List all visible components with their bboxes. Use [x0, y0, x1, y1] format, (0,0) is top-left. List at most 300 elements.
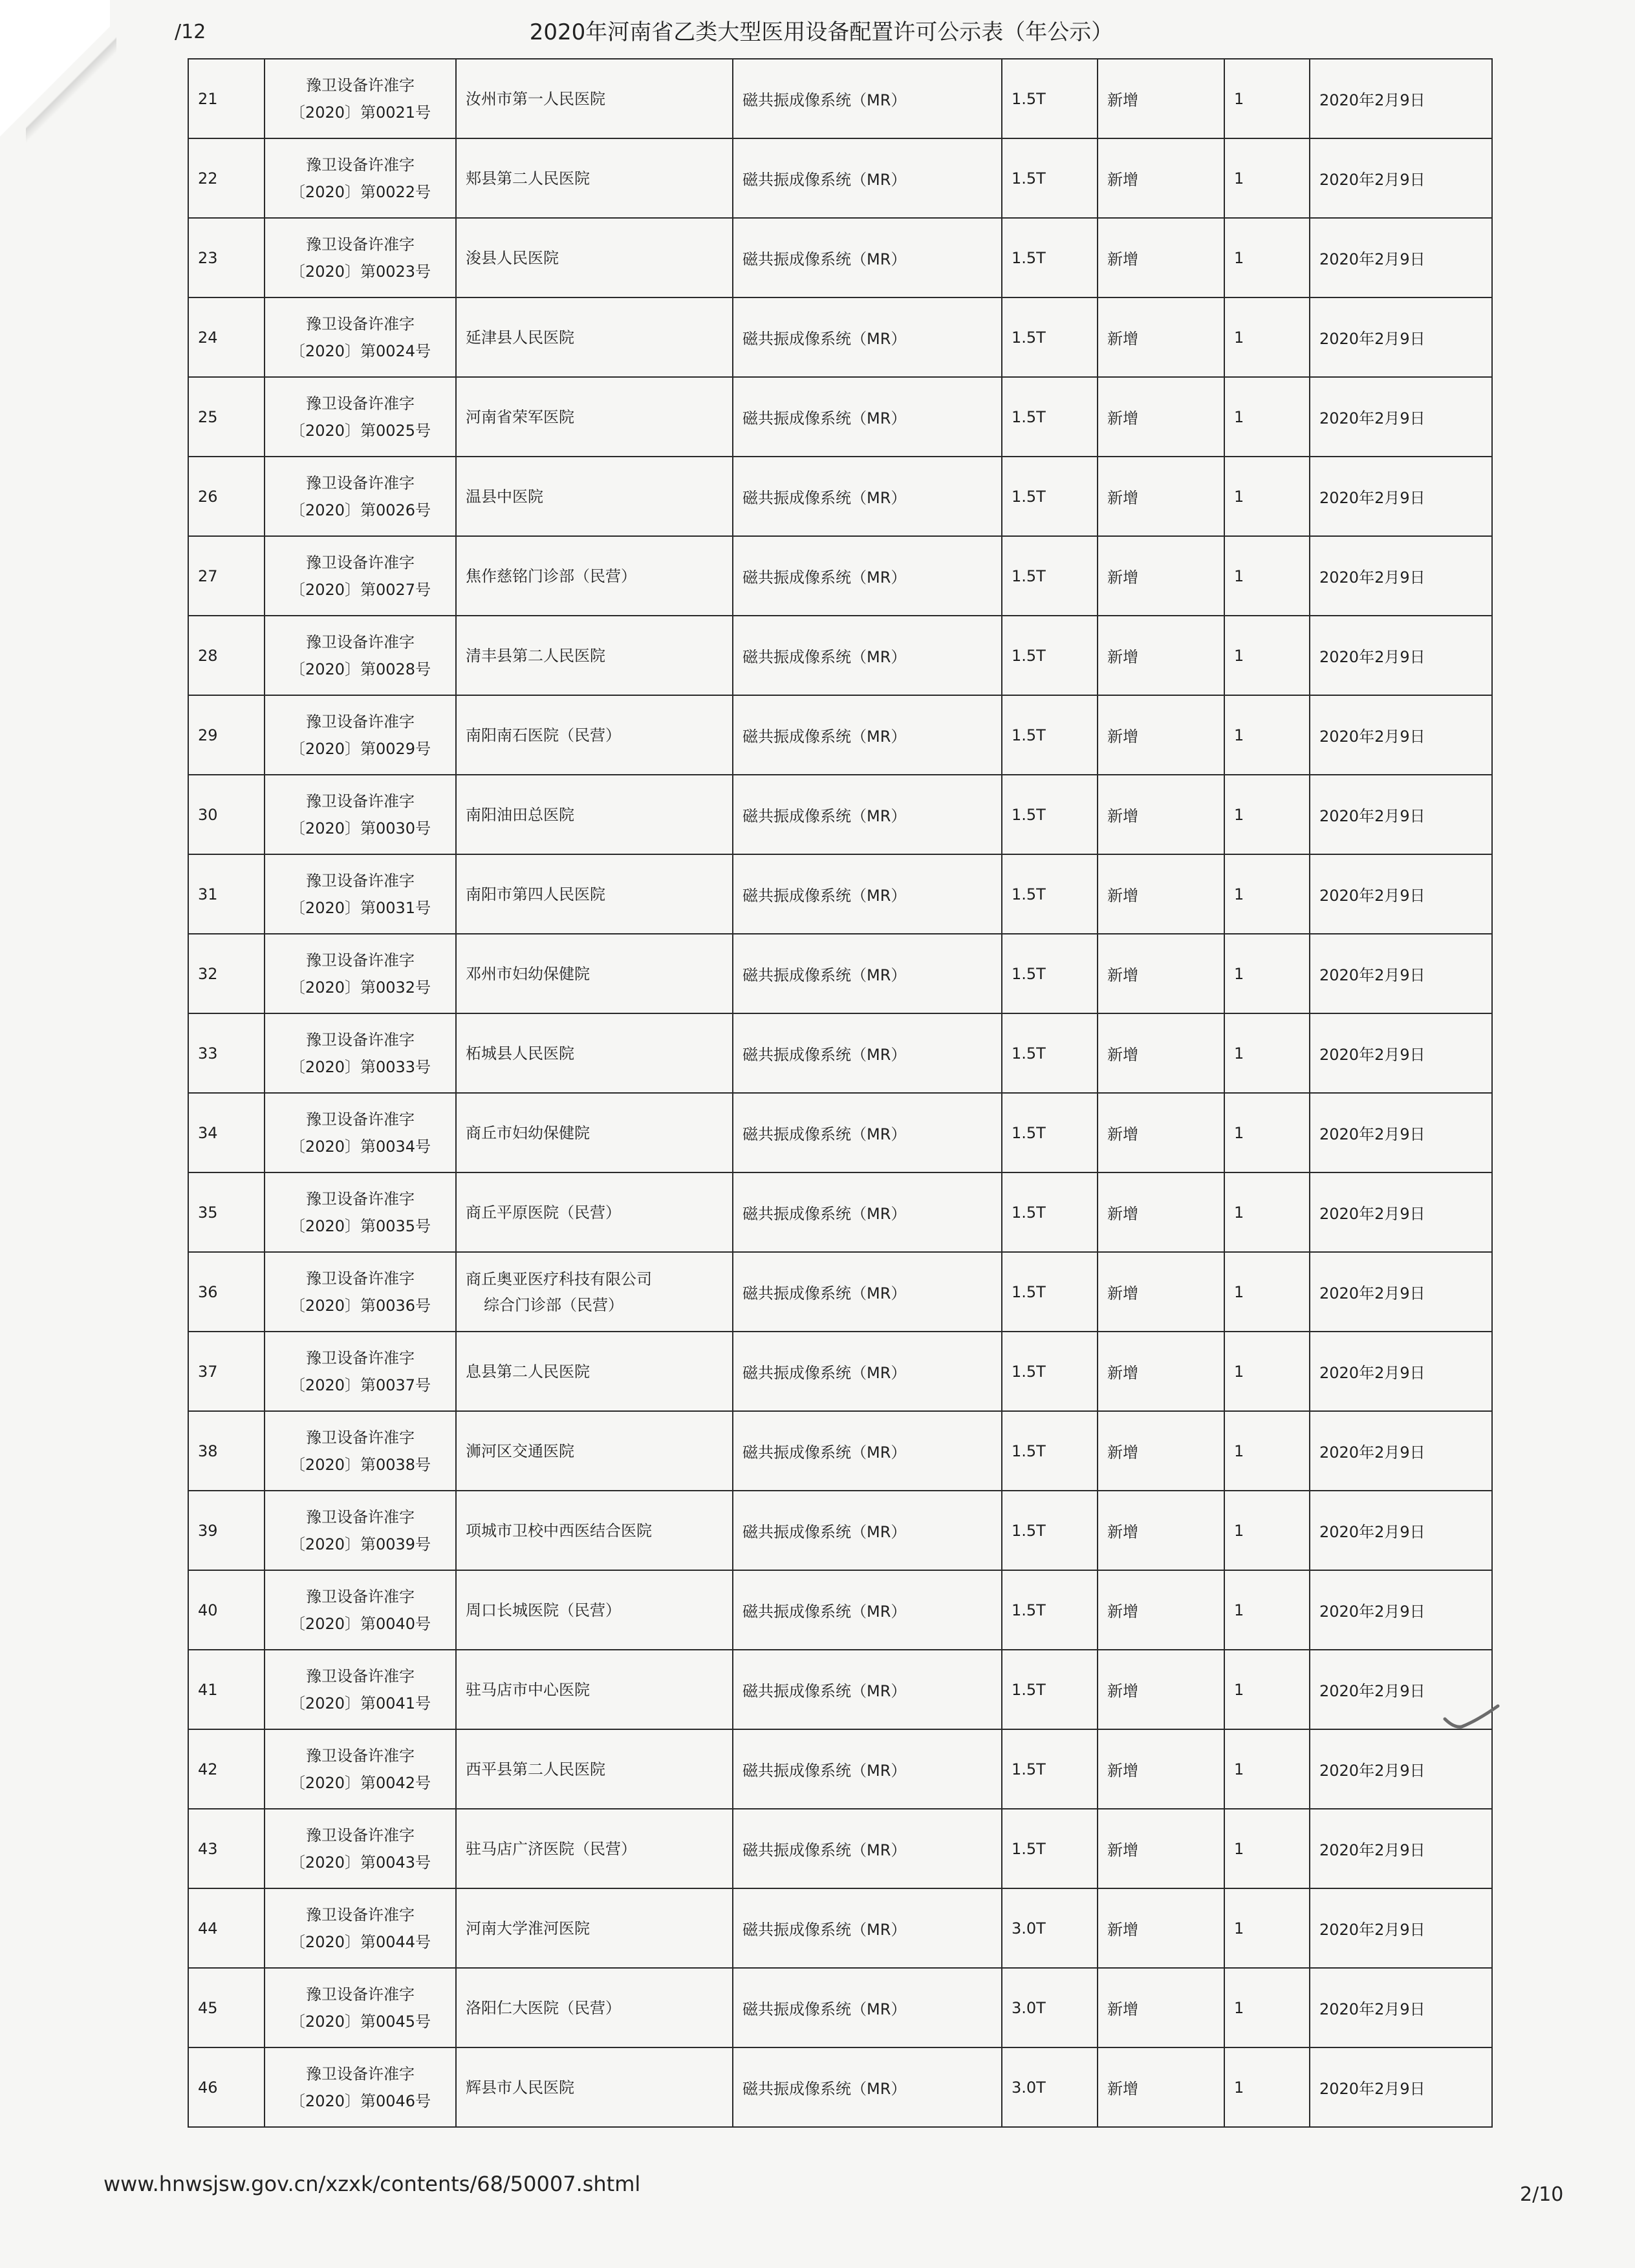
- configuration-type: 新增: [1098, 297, 1224, 377]
- institution-name: [456, 1093, 733, 1172]
- equipment-spec: 1.5T: [1002, 1172, 1098, 1252]
- table-row: [188, 218, 1492, 297]
- institution-name-line: 南阳油田总医院: [466, 805, 574, 824]
- equipment-name: 磁共振成像系统（MR）: [733, 1570, 1002, 1650]
- equipment-spec: 1.5T: [1002, 1729, 1098, 1809]
- table-row: [188, 1888, 1492, 1968]
- license-prefix: 豫卫设备许准字: [306, 951, 415, 969]
- equipment-name: 磁共振成像系统（MR）: [733, 377, 1002, 457]
- equipment-spec: 1.5T: [1002, 1650, 1098, 1729]
- fold-shadow: [26, 13, 116, 155]
- equipment-name: 磁共振成像系统（MR）: [733, 1332, 1002, 1411]
- equipment-name: 磁共振成像系统（MR）: [733, 59, 1002, 138]
- table-row: [188, 457, 1492, 536]
- license-prefix: 豫卫设备许准字: [306, 871, 415, 890]
- institution-name-line: 辉县市人民医院: [466, 2078, 574, 2097]
- approval-date: 2020年2月9日: [1310, 1968, 1492, 2047]
- institution-name-line: 延津县人民医院: [466, 328, 574, 347]
- institution-name: [456, 1013, 733, 1093]
- license-number: [265, 1491, 456, 1570]
- quantity: 1: [1224, 2047, 1310, 2127]
- license-number: [265, 297, 456, 377]
- row-number: 37: [188, 1332, 265, 1411]
- license-code: 〔2020〕第0046号: [289, 2091, 431, 2110]
- license-prefix: 豫卫设备许准字: [306, 314, 415, 333]
- row-number: 25: [188, 377, 265, 457]
- equipment-spec: 1.5T: [1002, 934, 1098, 1013]
- institution-name-line: 汝州市第一人民医院: [466, 89, 605, 108]
- equipment-name: 磁共振成像系统（MR）: [733, 1013, 1002, 1093]
- quantity: 1: [1224, 1809, 1310, 1888]
- configuration-type: 新增: [1098, 1729, 1224, 1809]
- configuration-type: 新增: [1098, 616, 1224, 695]
- table-row: [188, 377, 1492, 457]
- license-prefix: 豫卫设备许准字: [306, 394, 415, 413]
- institution-name: [456, 377, 733, 457]
- license-code: 〔2020〕第0039号: [289, 1535, 431, 1553]
- license-number: [265, 138, 456, 218]
- license-code: 〔2020〕第0021号: [289, 103, 431, 122]
- license-code: 〔2020〕第0035号: [289, 1216, 431, 1235]
- equipment-spec: 1.5T: [1002, 1809, 1098, 1888]
- license-number: [265, 1172, 456, 1252]
- institution-name: [456, 1968, 733, 2047]
- license-number: [265, 775, 456, 854]
- table-row: [188, 1968, 1492, 2047]
- approval-date: 2020年2月9日: [1310, 59, 1492, 138]
- row-number: 40: [188, 1570, 265, 1650]
- equipment-name: 磁共振成像系统（MR）: [733, 1888, 1002, 1968]
- row-number: 33: [188, 1013, 265, 1093]
- institution-name: [456, 854, 733, 934]
- license-number: [265, 218, 456, 297]
- configuration-type: 新增: [1098, 1570, 1224, 1650]
- approval-date: 2020年2月9日: [1310, 1332, 1492, 1411]
- institution-name: [456, 138, 733, 218]
- license-number: [265, 854, 456, 934]
- institution-name-line: 息县第二人民医院: [466, 1362, 590, 1381]
- license-number: [265, 59, 456, 138]
- institution-name: [456, 59, 733, 138]
- equipment-name: 磁共振成像系统（MR）: [733, 457, 1002, 536]
- configuration-type: 新增: [1098, 536, 1224, 616]
- approval-date: 2020年2月9日: [1310, 1729, 1492, 1809]
- row-number: 28: [188, 616, 265, 695]
- institution-name: [456, 934, 733, 1013]
- approval-date: 2020年2月9日: [1310, 695, 1492, 775]
- equipment-name: 磁共振成像系统（MR）: [733, 1809, 1002, 1888]
- license-prefix: 豫卫设备许准字: [306, 1905, 415, 1924]
- institution-name: [456, 1172, 733, 1252]
- license-code: 〔2020〕第0031号: [289, 898, 431, 917]
- equipment-spec: 1.5T: [1002, 59, 1098, 138]
- license-table: [188, 58, 1493, 2128]
- configuration-type: 新增: [1098, 1491, 1224, 1570]
- license-prefix: 豫卫设备许准字: [306, 1189, 415, 1208]
- equipment-spec: 1.5T: [1002, 1093, 1098, 1172]
- equipment-name: 磁共振成像系统（MR）: [733, 616, 1002, 695]
- approval-date: 2020年2月9日: [1310, 1809, 1492, 1888]
- institution-name: [456, 1332, 733, 1411]
- row-number: 24: [188, 297, 265, 377]
- institution-name-line: 柘城县人民医院: [466, 1044, 574, 1063]
- license-number: [265, 1809, 456, 1888]
- institution-name: [456, 1252, 733, 1332]
- quantity: 1: [1224, 934, 1310, 1013]
- table-row: [188, 1570, 1492, 1650]
- equipment-name: 磁共振成像系统（MR）: [733, 1968, 1002, 2047]
- configuration-type: 新增: [1098, 457, 1224, 536]
- equipment-name: 磁共振成像系统（MR）: [733, 297, 1002, 377]
- quantity: 1: [1224, 1172, 1310, 1252]
- page-title: 2020年河南省乙类大型医用设备配置许可公示表（年公示）: [529, 19, 1114, 45]
- license-number: [265, 934, 456, 1013]
- license-number: [265, 1411, 456, 1491]
- institution-name-line: 项城市卫校中西医结合医院: [466, 1521, 652, 1540]
- table-row: [188, 1491, 1492, 1570]
- table-row: [188, 1729, 1492, 1809]
- table-row: [188, 1411, 1492, 1491]
- license-code: 〔2020〕第0044号: [289, 1932, 431, 1951]
- license-prefix: 豫卫设备许准字: [306, 1985, 415, 2003]
- equipment-name: 磁共振成像系统（MR）: [733, 1729, 1002, 1809]
- row-number: 43: [188, 1809, 265, 1888]
- equipment-spec: 1.5T: [1002, 1491, 1098, 1570]
- license-code: 〔2020〕第0022号: [289, 182, 431, 201]
- license-prefix: 豫卫设备许准字: [306, 1030, 415, 1049]
- license-code: 〔2020〕第0036号: [289, 1296, 431, 1315]
- license-prefix: 豫卫设备许准字: [306, 1667, 415, 1685]
- approval-date: 2020年2月9日: [1310, 616, 1492, 695]
- license-prefix: 豫卫设备许准字: [306, 792, 415, 810]
- license-code: 〔2020〕第0032号: [289, 978, 431, 997]
- row-number: 30: [188, 775, 265, 854]
- page-header: [175, 14, 1468, 50]
- institution-name: [456, 2047, 733, 2127]
- table-row: [188, 1650, 1492, 1729]
- license-code: 〔2020〕第0029号: [289, 739, 431, 758]
- equipment-spec: 3.0T: [1002, 2047, 1098, 2127]
- table-row: [188, 934, 1492, 1013]
- row-number: 44: [188, 1888, 265, 1968]
- equipment-spec: 1.5T: [1002, 1252, 1098, 1332]
- license-prefix: 豫卫设备许准字: [306, 1746, 415, 1765]
- license-number: [265, 1570, 456, 1650]
- table-row: [188, 297, 1492, 377]
- table-row: [188, 1332, 1492, 1411]
- institution-name-line: 郏县第二人民医院: [466, 169, 590, 188]
- license-prefix: 豫卫设备许准字: [306, 1507, 415, 1526]
- license-code: 〔2020〕第0045号: [289, 2012, 431, 2031]
- institution-name-line: 综合门诊部（民营）: [484, 1295, 623, 1314]
- approval-date: 2020年2月9日: [1310, 1172, 1492, 1252]
- approval-date: 2020年2月9日: [1310, 457, 1492, 536]
- table-row: [188, 1013, 1492, 1093]
- institution-name: [456, 775, 733, 854]
- approval-date: 2020年2月9日: [1310, 377, 1492, 457]
- quantity: 1: [1224, 1968, 1310, 2047]
- license-prefix: 豫卫设备许准字: [306, 235, 415, 254]
- quantity: 1: [1224, 775, 1310, 854]
- institution-name: [456, 1491, 733, 1570]
- license-number: [265, 457, 456, 536]
- configuration-type: 新增: [1098, 1968, 1224, 2047]
- table-row: [188, 1172, 1492, 1252]
- table-row: [188, 616, 1492, 695]
- configuration-type: 新增: [1098, 934, 1224, 1013]
- institution-name: [456, 616, 733, 695]
- approval-date: 2020年2月9日: [1310, 1650, 1492, 1729]
- configuration-type: 新增: [1098, 1888, 1224, 1968]
- license-code: 〔2020〕第0033号: [289, 1057, 431, 1076]
- license-number: [265, 1093, 456, 1172]
- configuration-type: 新增: [1098, 1809, 1224, 1888]
- equipment-spec: 3.0T: [1002, 1888, 1098, 1968]
- row-number: 41: [188, 1650, 265, 1729]
- configuration-type: 新增: [1098, 1411, 1224, 1491]
- license-code: 〔2020〕第0030号: [289, 819, 431, 837]
- license-code: 〔2020〕第0026号: [289, 501, 431, 519]
- row-number: 27: [188, 536, 265, 616]
- institution-name: [456, 457, 733, 536]
- configuration-type: 新增: [1098, 1093, 1224, 1172]
- institution-name: [456, 218, 733, 297]
- institution-name-line: 西平县第二人民医院: [466, 1760, 605, 1778]
- equipment-name: 磁共振成像系统（MR）: [733, 1172, 1002, 1252]
- row-number: 26: [188, 457, 265, 536]
- institution-name: [456, 695, 733, 775]
- approval-date: 2020年2月9日: [1310, 218, 1492, 297]
- equipment-spec: 1.5T: [1002, 854, 1098, 934]
- equipment-name: 磁共振成像系统（MR）: [733, 1491, 1002, 1570]
- institution-name-line: 温县中医院: [466, 487, 543, 506]
- equipment-spec: 1.5T: [1002, 297, 1098, 377]
- institution-name-line: 河南省荣军医院: [466, 407, 574, 426]
- row-number: 29: [188, 695, 265, 775]
- license-number: [265, 536, 456, 616]
- configuration-type: 新增: [1098, 1172, 1224, 1252]
- approval-date: 2020年2月9日: [1310, 1491, 1492, 1570]
- institution-name: [456, 1888, 733, 1968]
- institution-name-line: 焦作慈铭门诊部（民营）: [466, 567, 636, 585]
- license-prefix: 豫卫设备许准字: [306, 76, 415, 94]
- approval-date: 2020年2月9日: [1310, 1411, 1492, 1491]
- row-number: 22: [188, 138, 265, 218]
- equipment-spec: 1.5T: [1002, 1013, 1098, 1093]
- license-code: 〔2020〕第0037号: [289, 1376, 431, 1394]
- quantity: 1: [1224, 1013, 1310, 1093]
- equipment-name: 磁共振成像系统（MR）: [733, 695, 1002, 775]
- institution-name-line: 商丘平原医院（民营）: [466, 1203, 621, 1222]
- approval-date: 2020年2月9日: [1310, 934, 1492, 1013]
- equipment-spec: 1.5T: [1002, 1332, 1098, 1411]
- institution-name-line: 南阳市第四人民医院: [466, 885, 605, 903]
- equipment-name: 磁共振成像系统（MR）: [733, 138, 1002, 218]
- configuration-type: 新增: [1098, 59, 1224, 138]
- configuration-type: 新增: [1098, 1332, 1224, 1411]
- equipment-spec: 1.5T: [1002, 457, 1098, 536]
- approval-date: 2020年2月9日: [1310, 1888, 1492, 1968]
- equipment-spec: 1.5T: [1002, 695, 1098, 775]
- institution-name-line: 南阳南石医院（民营）: [466, 726, 621, 744]
- row-number: 31: [188, 854, 265, 934]
- quantity: 1: [1224, 297, 1310, 377]
- institution-name: [456, 1570, 733, 1650]
- equipment-spec: 3.0T: [1002, 1968, 1098, 2047]
- license-code: 〔2020〕第0041号: [289, 1694, 431, 1712]
- configuration-type: 新增: [1098, 377, 1224, 457]
- approval-date: 2020年2月9日: [1310, 536, 1492, 616]
- license-prefix: 豫卫设备许准字: [306, 1826, 415, 1844]
- institution-name: [456, 1650, 733, 1729]
- license-code: 〔2020〕第0043号: [289, 1853, 431, 1872]
- license-code: 〔2020〕第0040号: [289, 1614, 431, 1633]
- configuration-type: 新增: [1098, 1252, 1224, 1332]
- license-number: [265, 1888, 456, 1968]
- table-row: [188, 695, 1492, 775]
- table-row: [188, 775, 1492, 854]
- license-number: [265, 1332, 456, 1411]
- equipment-name: 磁共振成像系统（MR）: [733, 934, 1002, 1013]
- license-number: [265, 377, 456, 457]
- license-number: [265, 1252, 456, 1332]
- institution-name-line: 洛阳仁大医院（民营）: [466, 1998, 621, 2017]
- quantity: 1: [1224, 695, 1310, 775]
- row-number: 42: [188, 1729, 265, 1809]
- quantity: 1: [1224, 1332, 1310, 1411]
- equipment-name: 磁共振成像系统（MR）: [733, 854, 1002, 934]
- license-prefix: 豫卫设备许准字: [306, 155, 415, 174]
- quantity: 1: [1224, 1888, 1310, 1968]
- quantity: 1: [1224, 1729, 1310, 1809]
- license-prefix: 豫卫设备许准字: [306, 1269, 415, 1288]
- equipment-spec: 1.5T: [1002, 1411, 1098, 1491]
- configuration-type: 新增: [1098, 854, 1224, 934]
- license-number: [265, 1968, 456, 2047]
- license-prefix: 豫卫设备许准字: [306, 473, 415, 492]
- institution-name-line: 河南大学淮河医院: [466, 1919, 590, 1938]
- print-date-fragment: /12: [175, 21, 206, 43]
- table-row: [188, 138, 1492, 218]
- institution-name-line: 邓州市妇幼保健院: [466, 964, 590, 983]
- equipment-spec: 1.5T: [1002, 616, 1098, 695]
- institution-name: [456, 1809, 733, 1888]
- row-number: 32: [188, 934, 265, 1013]
- configuration-type: 新增: [1098, 775, 1224, 854]
- approval-date: 2020年2月9日: [1310, 1570, 1492, 1650]
- license-code: 〔2020〕第0042号: [289, 1773, 431, 1792]
- license-code: 〔2020〕第0028号: [289, 660, 431, 678]
- institution-name: [456, 1411, 733, 1491]
- table-row: [188, 1252, 1492, 1332]
- license-prefix: 豫卫设备许准字: [306, 632, 415, 651]
- page-number: 2/10: [1520, 2183, 1564, 2206]
- license-number: [265, 695, 456, 775]
- equipment-spec: 1.5T: [1002, 536, 1098, 616]
- license-code: 〔2020〕第0034号: [289, 1137, 431, 1156]
- approval-date: 2020年2月9日: [1310, 2047, 1492, 2127]
- approval-date: 2020年2月9日: [1310, 138, 1492, 218]
- institution-name-line: 商丘奥亚医疗科技有限公司: [466, 1269, 652, 1288]
- license-prefix: 豫卫设备许准字: [306, 553, 415, 572]
- quantity: 1: [1224, 1411, 1310, 1491]
- row-number: 35: [188, 1172, 265, 1252]
- equipment-name: 磁共振成像系统（MR）: [733, 218, 1002, 297]
- license-code: 〔2020〕第0024号: [289, 341, 431, 360]
- institution-name: [456, 1729, 733, 1809]
- institution-name-line: 商丘市妇幼保健院: [466, 1123, 590, 1142]
- equipment-spec: 1.5T: [1002, 377, 1098, 457]
- license-number: [265, 1013, 456, 1093]
- equipment-name: 磁共振成像系统（MR）: [733, 1650, 1002, 1729]
- quantity: 1: [1224, 218, 1310, 297]
- license-number: [265, 2047, 456, 2127]
- license-code: 〔2020〕第0023号: [289, 262, 431, 281]
- institution-name-line: 浉河区交通医院: [466, 1442, 574, 1460]
- configuration-type: 新增: [1098, 695, 1224, 775]
- institution-name-line: 清丰县第二人民医院: [466, 646, 605, 665]
- configuration-type: 新增: [1098, 1650, 1224, 1729]
- equipment-spec: 1.5T: [1002, 775, 1098, 854]
- configuration-type: 新增: [1098, 1013, 1224, 1093]
- quantity: 1: [1224, 1491, 1310, 1570]
- table-row: [188, 1809, 1492, 1888]
- row-number: 39: [188, 1491, 265, 1570]
- institution-name-line: 周口长城医院（民营）: [466, 1601, 621, 1619]
- approval-date: 2020年2月9日: [1310, 1093, 1492, 1172]
- institution-name-line: 驻马店广济医院（民营）: [466, 1839, 636, 1858]
- quantity: 1: [1224, 536, 1310, 616]
- row-number: 36: [188, 1252, 265, 1332]
- row-number: 21: [188, 59, 265, 138]
- license-prefix: 豫卫设备许准字: [306, 1428, 415, 1447]
- license-code: 〔2020〕第0027号: [289, 580, 431, 599]
- quantity: 1: [1224, 1650, 1310, 1729]
- quantity: 1: [1224, 1252, 1310, 1332]
- equipment-name: 磁共振成像系统（MR）: [733, 1411, 1002, 1491]
- table-row: [188, 59, 1492, 138]
- license-prefix: 豫卫设备许准字: [306, 712, 415, 731]
- approval-date: 2020年2月9日: [1310, 1252, 1492, 1332]
- license-number: [265, 1650, 456, 1729]
- quantity: 1: [1224, 457, 1310, 536]
- license-number: [265, 616, 456, 695]
- license-prefix: 豫卫设备许准字: [306, 1348, 415, 1367]
- license-prefix: 豫卫设备许准字: [306, 1110, 415, 1129]
- institution-name: [456, 297, 733, 377]
- equipment-spec: 1.5T: [1002, 138, 1098, 218]
- equipment-spec: 1.5T: [1002, 218, 1098, 297]
- quantity: 1: [1224, 59, 1310, 138]
- row-number: 38: [188, 1411, 265, 1491]
- license-number: [265, 1729, 456, 1809]
- configuration-type: 新增: [1098, 2047, 1224, 2127]
- license-code: 〔2020〕第0038号: [289, 1455, 431, 1474]
- row-number: 23: [188, 218, 265, 297]
- source-url: www.hnwsjsw.gov.cn/xzxk/contents/68/50007.shtml: [103, 2172, 641, 2196]
- institution-name: [456, 536, 733, 616]
- table-row: [188, 854, 1492, 934]
- quantity: 1: [1224, 616, 1310, 695]
- approval-date: 2020年2月9日: [1310, 775, 1492, 854]
- institution-name-line: 浚县人民医院: [466, 248, 559, 267]
- equipment-name: 磁共振成像系统（MR）: [733, 775, 1002, 854]
- table-row: [188, 2047, 1492, 2127]
- equipment-name: 磁共振成像系统（MR）: [733, 2047, 1002, 2127]
- approval-date: 2020年2月9日: [1310, 854, 1492, 934]
- equipment-spec: 1.5T: [1002, 1570, 1098, 1650]
- institution-name-line: 驻马店市中心医院: [466, 1680, 590, 1699]
